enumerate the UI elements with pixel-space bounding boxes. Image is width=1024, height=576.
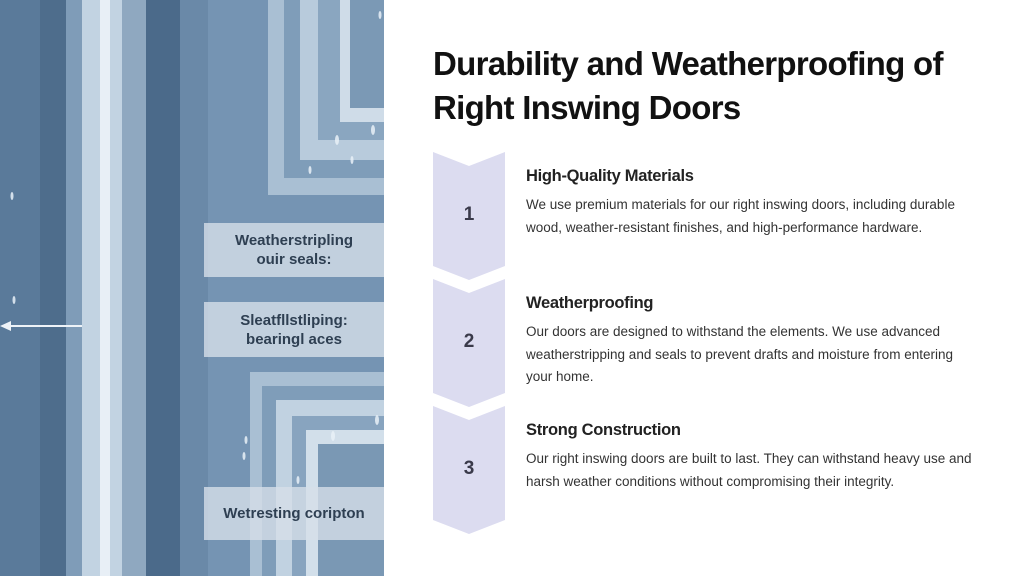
step-number: 2 [463, 331, 475, 352]
step-marker-1 [433, 152, 505, 280]
door-photo [0, 0, 384, 576]
callout-line: Weatherstripling [234, 232, 354, 249]
step-title: Weatherproofing [526, 294, 654, 312]
callout-weather-resisting [204, 487, 384, 540]
callout-line: bearingl aces [246, 330, 342, 348]
step-marker-2 [433, 279, 505, 407]
callout-sealing [204, 302, 384, 357]
step-number: 3 [463, 458, 475, 479]
title-line: Durability and Weatherproofing of [433, 45, 943, 82]
page-title [433, 42, 993, 130]
callout-line: Sleatfllstliping: [240, 311, 348, 329]
step-title: High-Quality Materials [526, 167, 694, 185]
step-number: 1 [463, 204, 475, 225]
step-description: We use premium materials for our right inswing doors, including durable wood, weather-resistant finishes, and high-performance hardware. [526, 197, 955, 235]
step-title: Strong Construction [526, 421, 681, 439]
callout-line: ouir seals: [256, 251, 332, 268]
arrow-left-icon [0, 320, 82, 332]
callout-weatherstripping [204, 223, 384, 277]
step-description: Our doors are designed to withstand the elements. We use advanced weatherstripping and seals to prevent drafts and moisture from entering your home. [526, 324, 953, 384]
callout-line: Wetresting coripton [223, 505, 365, 522]
step-marker-3 [433, 406, 505, 534]
step-description: Our right inswing doors are built to last. They can withstand heavy use and harsh weather conditions without compromising their integrity. [526, 451, 972, 489]
title-line: Right Inswing Doors [433, 89, 741, 126]
